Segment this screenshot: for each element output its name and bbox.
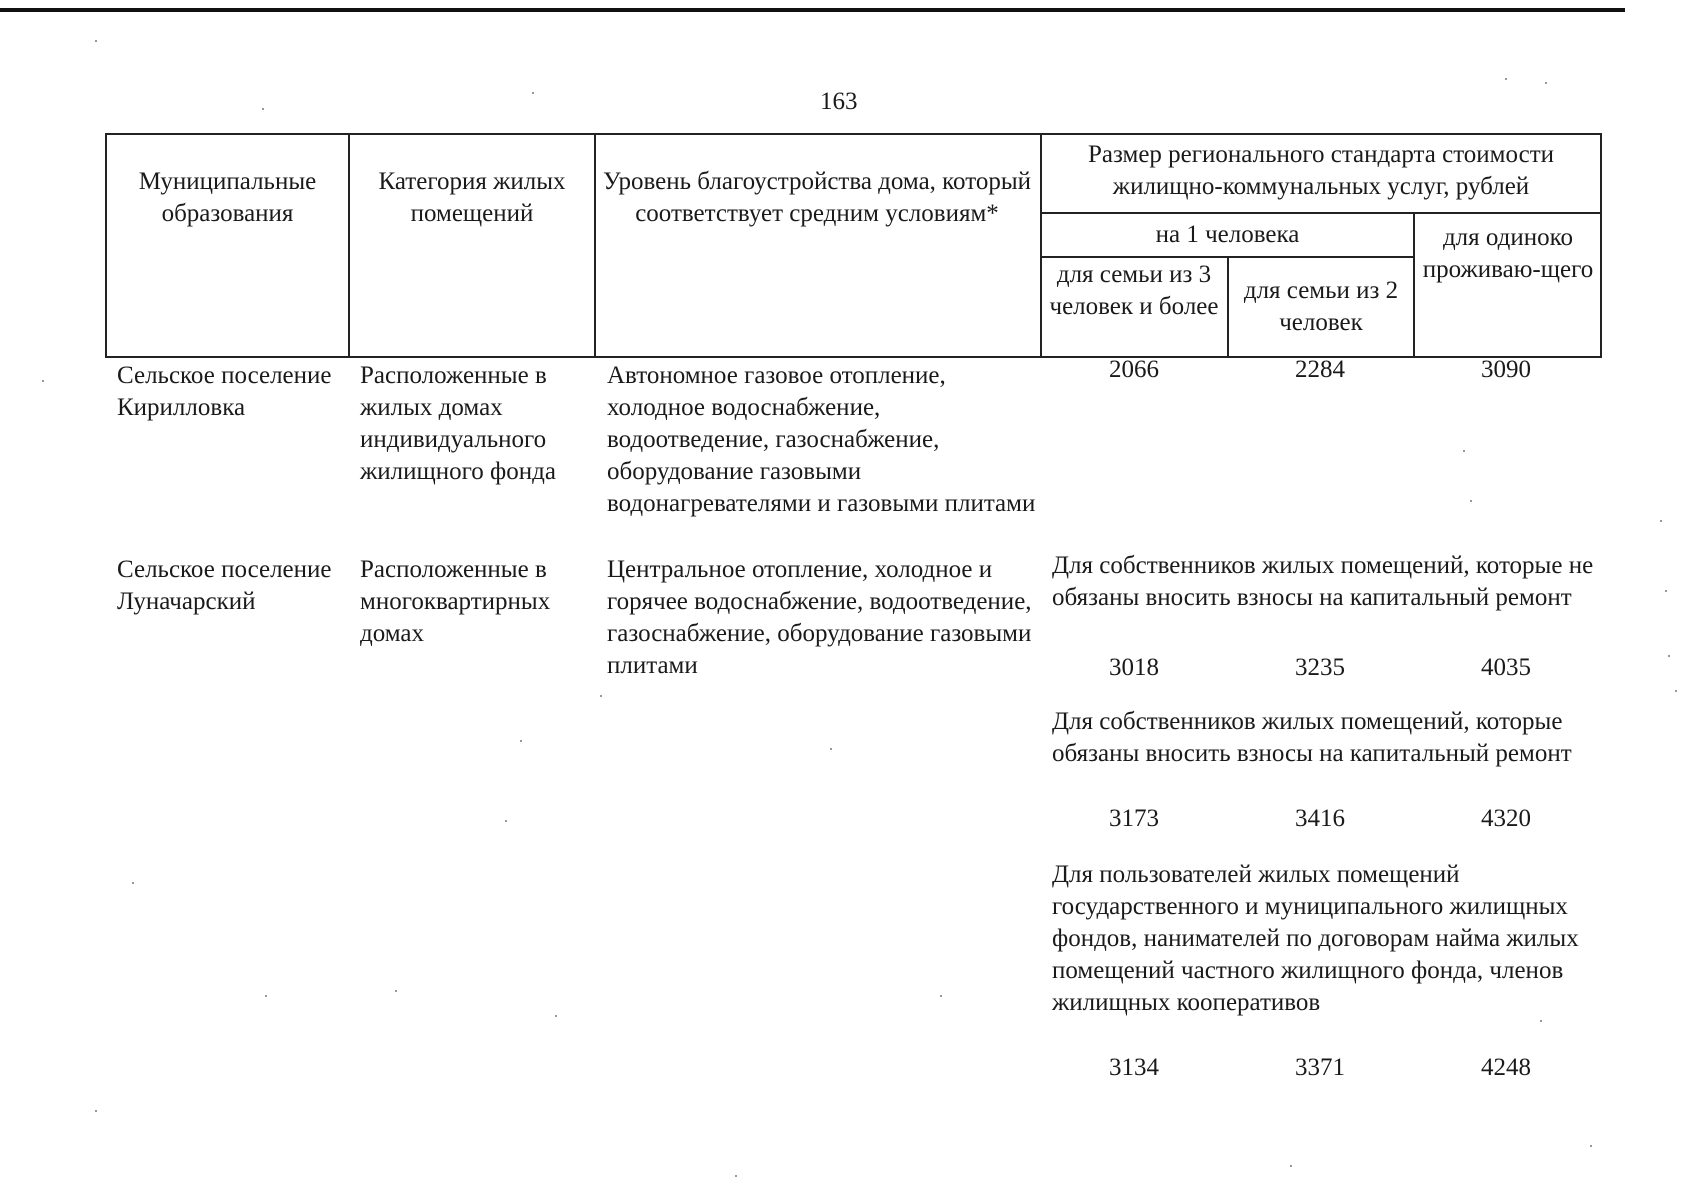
group1-family2: 3235 [1295, 654, 1345, 681]
header-family3: для семьи из 3 человек и более [1049, 261, 1219, 320]
header-family2: для семьи из 2 человек [1243, 277, 1399, 336]
top-rule [0, 8, 1625, 12]
row1-family2: 2284 [1295, 356, 1345, 383]
header-municipality: Муниципальные образования [138, 168, 317, 227]
row1-municipality: Сельское поселение Кирилловка [117, 362, 332, 421]
group2-family2: 3416 [1295, 805, 1345, 832]
group3-single: 4248 [1481, 1054, 1531, 1081]
header-single: для одиноко проживаю-щего [1422, 224, 1594, 283]
group1-label: Для собственников жилых помещений, которые не обязаны вносить взносы на капитальный ремонт [1052, 552, 1594, 611]
row2-level: Центральное отопление, холодное и горячее водоснабжение, водоотведение, газоснабжение, оборудование газовыми плитами [607, 556, 1032, 679]
group2-label: Для собственников жилых помещений, которые обязаны вносить взносы на капитальный ремонт [1052, 708, 1572, 767]
group2-single: 4320 [1481, 805, 1531, 832]
page-number: 163 [820, 88, 858, 115]
row1-single: 3090 [1481, 356, 1531, 383]
group2-family3: 3173 [1109, 805, 1159, 832]
group1-single: 4035 [1481, 654, 1531, 681]
header-category: Категория жилых помещений [378, 168, 566, 227]
row2-municipality: Сельское поселение Луначарский [117, 556, 332, 615]
row1-family3: 2066 [1109, 356, 1159, 383]
header-per-person: на 1 человека [1155, 221, 1300, 248]
group1-family3: 3018 [1109, 654, 1159, 681]
row2-category: Расположенные в многоквартирных домах [360, 556, 551, 647]
header-standard: Размер регионального стандарта стоимости жилищно-коммунальных услуг, рублей [1087, 141, 1555, 200]
group3-label: Для пользователей жилых помещений государственного и муниципального жилищных фондов, нанимателей по договорам найма жилых помещений частного жилищного фонда, членов жилищных кооперативов [1052, 861, 1579, 1016]
header-level: Уровень благоустройства дома, который соответствует средним условиям* [603, 168, 1031, 227]
group3-family2: 3371 [1295, 1054, 1345, 1081]
group3-family3: 3134 [1109, 1054, 1159, 1081]
row1-level: Автономное газовое отопление, холодное водоснабжение, водоотведение, газоснабжение, оборудование газовыми водонагревателями и газовыми плитами [607, 362, 1036, 517]
row1-category: Расположенные в жилых домах индивидуального жилищного фонда [360, 362, 556, 485]
